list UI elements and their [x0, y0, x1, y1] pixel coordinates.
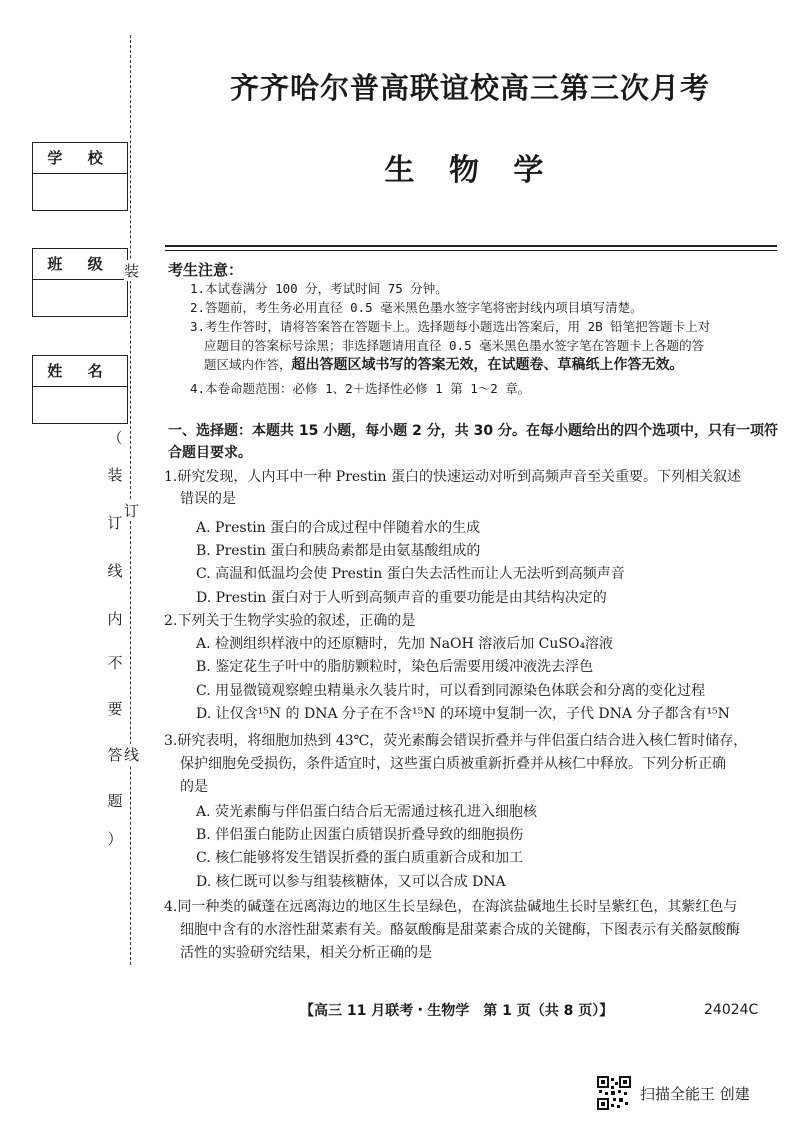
question-1-option-c[interactable]: C. 高温和低温均会使 Prestin 蛋白失去活性而让人无法听到高频声音 [196, 566, 625, 582]
section-1-line-2: 题目要求。 [182, 445, 252, 461]
question-4-line-3: 活性的实验研究结果，相关分析正确的是 [180, 945, 432, 961]
school-title: 齐齐哈尔普高联谊校高三第三次月考 [229, 71, 710, 105]
question-2-option-a[interactable]: A. 检测组织样液中的还原糖时，先加 NaOH 溶液后加 CuSO₄溶液 [196, 636, 614, 652]
notice-item-3-bold: 超出答题区域书写的答案无效，在试题卷、草稿纸上作答无效。 [291, 357, 684, 373]
notice-item-1: 1.本试卷满分 100 分，考试时间 75 分钟。 [190, 281, 448, 296]
vertical-notice-4: 内 [107, 610, 123, 628]
question-3-line-1: 3.研究表明，将细胞加热到 43℃，荧光素酶会错误折叠并与伴侣蛋白结合进入核仁暂时储存， [164, 733, 748, 749]
notice-item-3-normal: 题区域内作答， [204, 357, 292, 372]
school-field-box[interactable] [32, 142, 128, 211]
name-field-input[interactable] [33, 387, 127, 423]
vertical-notice-6: 要 [107, 700, 123, 718]
qr-code-icon [597, 1076, 631, 1110]
page-footer: 【高三 11 月联考・生物学 第 1 页（共 8 页）】 [300, 1003, 614, 1019]
header-rule-thin [165, 250, 777, 251]
notice-title: 考生注意： [168, 261, 244, 279]
binding-char-xian: 线 [124, 746, 140, 764]
class-field-input[interactable] [33, 280, 127, 316]
notice-item-4: 4.本卷命题范围：必修 1、2＋选择性必修 1 第 1～2 章。 [190, 381, 531, 396]
vertical-notice-8: 题 [107, 792, 123, 810]
question-4-line-1: 4.同一种类的碱蓬在远离海边的地区生长呈绿色，在海滨盐碱地生长时呈紫红色，其紫红色与 [164, 899, 738, 915]
binding-char-zhuang: 装 [124, 262, 140, 280]
question-3-option-c[interactable]: C. 核仁能够将发生错误折叠的蛋白质重新合成和加工 [196, 850, 524, 866]
question-3-option-b[interactable]: B. 伴侣蛋白能防止因蛋白质错误折叠导致的细胞损伤 [196, 827, 524, 843]
vertical-notice-1: 装 [107, 466, 123, 484]
notice-item-2: 2.答题前，考生务必用直径 0.5 毫米黑色墨水签字笔将密封线内项目填写清楚。 [190, 300, 643, 315]
question-1-option-d[interactable]: D. Prestin 蛋白对于人听到高频声音的重要功能是由其结构决定的 [196, 590, 607, 606]
question-1-option-a[interactable]: A. Prestin 蛋白的合成过程中伴随着水的生成 [196, 520, 481, 536]
vertical-notice-5: 不 [107, 654, 123, 672]
question-1-line-2: 错误的是 [180, 491, 236, 507]
exam-code: 24024C [704, 1002, 759, 1018]
scanner-watermark: 扫描全能王 创建 [640, 1085, 750, 1103]
name-field-label: 姓 名 [33, 356, 127, 387]
school-field-label: 学 校 [33, 143, 127, 174]
question-2-line-1: 2.下列关于生物学实验的叙述，正确的是 [164, 613, 416, 629]
question-2-option-b[interactable]: B. 鉴定花生子叶中的脂肪颗粒时，染色后需要用缓冲液洗去浮色 [196, 659, 594, 675]
question-3-option-a[interactable]: A. 荧光素酶与伴侣蛋白结合后无需通过核孔进入细胞核 [196, 804, 538, 820]
class-field-label: 班 级 [33, 249, 127, 280]
vertical-notice-2: 订 [107, 514, 123, 532]
name-field-box[interactable] [32, 355, 128, 424]
question-3-line-3: 的是 [180, 779, 208, 795]
notice-item-3-line-3 [204, 356, 782, 375]
class-field-box[interactable] [32, 248, 128, 317]
vertical-notice-7: 答 [107, 746, 123, 764]
question-3-option-d[interactable]: D. 核仁既可以参与组装核糖体，又可以合成 DNA [196, 874, 506, 890]
question-2-option-d[interactable]: D. 让仅含¹⁵N 的 DNA 分子在不含¹⁵N 的环境中复制一次，子代 DNA 分子都含有¹⁵N [196, 706, 730, 722]
notice-item-3-line-1: 3.考生作答时，请将答案答在答题卡上。选择题每小题选出答案后，用 2B 铅笔把答题卡上对 [190, 319, 711, 334]
section-1-line-1: 一、选择题：本题共 15 小题，每小题 2 分，共 30 分。在每小题给出的四个选项中，只有一项符合 [168, 423, 778, 461]
vertical-notice-0: （ [107, 429, 123, 447]
header-rule-thick [165, 245, 777, 247]
subject-title: 生 物 学 [384, 153, 556, 188]
question-1-line-1: 1.研究发现，人内耳中一种 Prestin 蛋白的快速运动对听到高频声音至关重要。下列相关叙述 [164, 469, 741, 485]
binding-char-ding: 订 [124, 502, 140, 520]
question-4-line-2: 细胞中含有的水溶性甜菜素有关。酪氨酸酶是甜菜素合成的关键酶，下图表示有关酪氨酸酶 [180, 922, 740, 938]
vertical-notice-3: 线 [107, 562, 123, 580]
question-1-option-b[interactable]: B. Prestin 蛋白和胰岛素都是由氨基酸组成的 [196, 543, 481, 559]
vertical-notice-9: ） [107, 830, 123, 848]
question-3-line-2: 保护细胞免受损伤，条件适宜时，这些蛋白质被重新折叠并从核仁中释放。下列分析正确 [180, 756, 726, 772]
question-2-option-c[interactable]: C. 用显微镜观察蝗虫精巢永久装片时，可以看到同源染色体联会和分离的变化过程 [196, 683, 706, 699]
notice-item-3-line-2: 应题目的答案标号涂黑；非选择题请用直径 0.5 毫米黑色墨水签字笔在答题卡上各题的答 [204, 338, 705, 353]
school-field-input[interactable] [33, 174, 127, 210]
